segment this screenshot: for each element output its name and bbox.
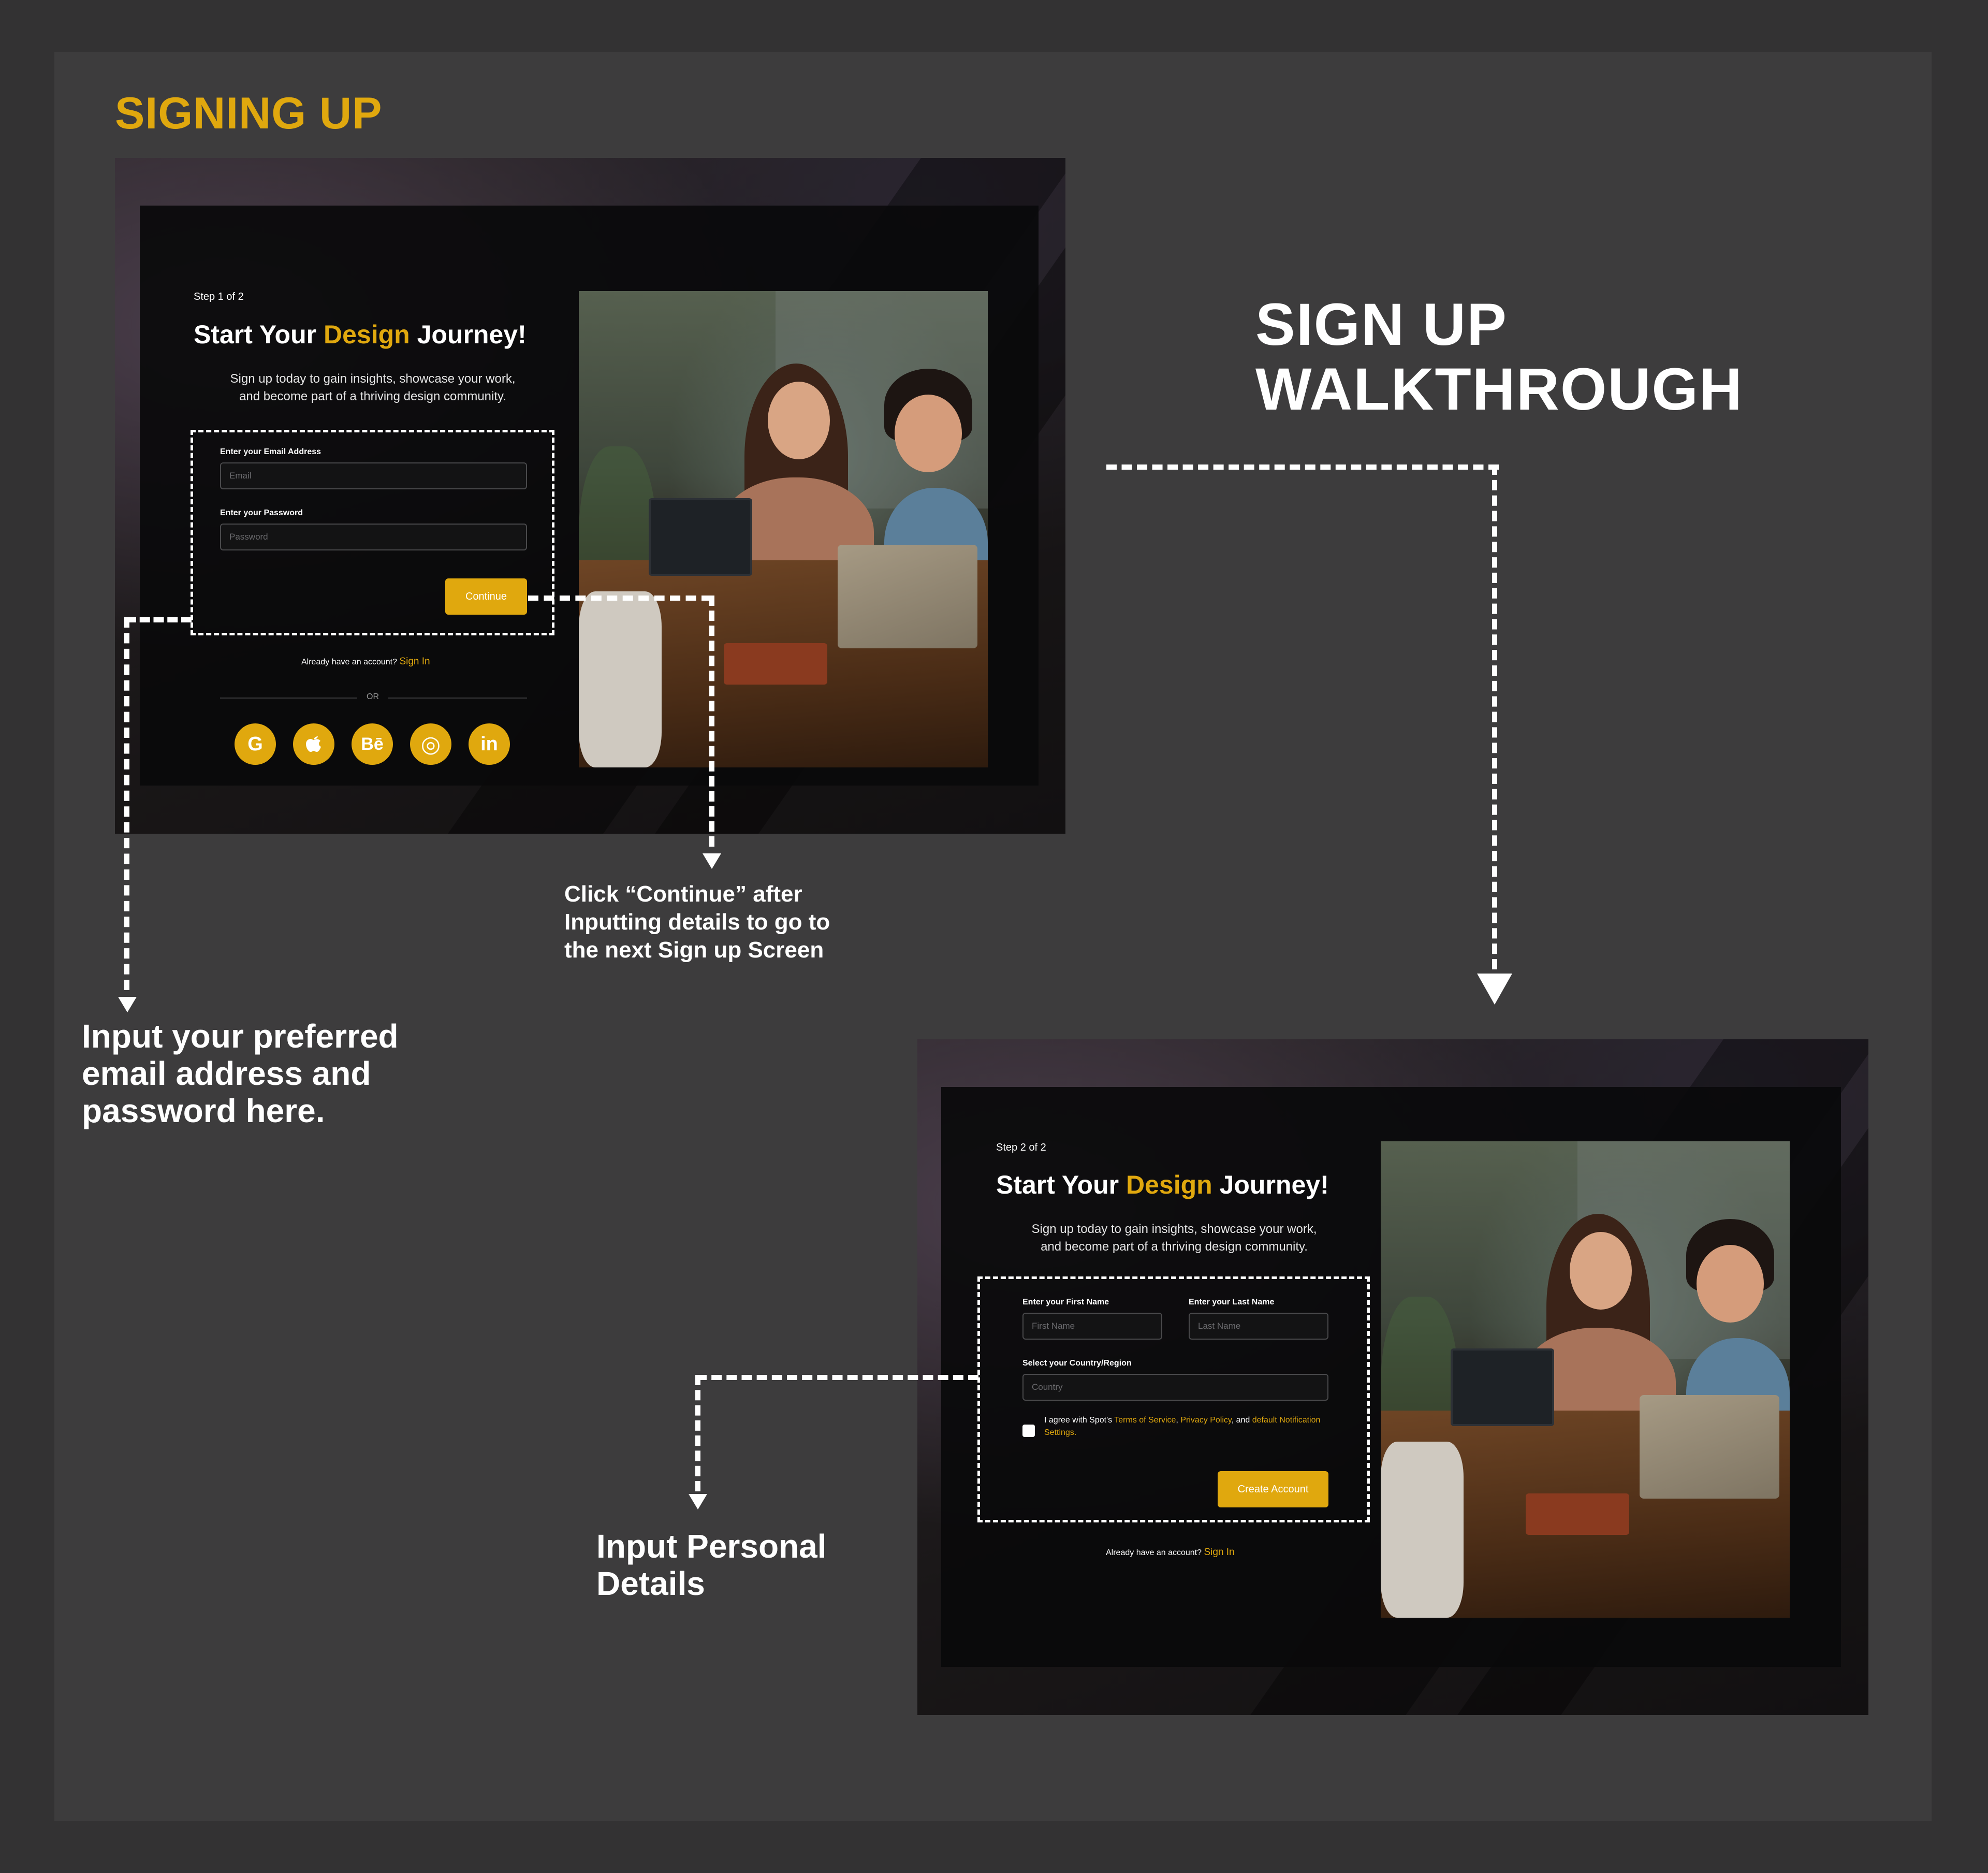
password-input[interactable]: Password — [220, 524, 527, 550]
privacy-link[interactable]: Privacy Policy — [1180, 1416, 1232, 1425]
page-subtitle: Sign up today to gain insights, showcase your work, and become part of a thriving design community. — [1031, 1222, 1317, 1254]
walkthrough-heading-line2: WALKTHROUGH — [1255, 356, 1743, 423]
arrow-down-icon — [118, 997, 137, 1012]
walkthrough-heading — [1255, 293, 1743, 422]
already-have-account: Already have an account? Sign In — [301, 656, 430, 667]
or-divider-left — [220, 698, 357, 699]
or-divider-text: OR — [367, 692, 379, 701]
arrow-down-icon — [703, 853, 721, 869]
step-indicator: Step 1 of 2 — [194, 291, 244, 302]
step-indicator: Step 2 of 2 — [996, 1142, 1046, 1153]
agree-text: I agree with Spot's Terms of Service, Privacy Policy, and default Notification Settings. — [1044, 1416, 1321, 1437]
google-icon[interactable]: G — [235, 723, 276, 765]
email-password-note: Input your preferred email address and password here. — [82, 1018, 399, 1129]
apple-icon[interactable] — [293, 723, 334, 765]
email-input[interactable]: Email — [220, 462, 527, 489]
arrow-down-icon — [689, 1494, 707, 1509]
last-name-label: Enter your Last Name — [1189, 1298, 1275, 1306]
personal-details-highlight — [977, 1276, 1370, 1522]
first-name-label: Enter your First Name — [1022, 1298, 1109, 1306]
page-title: Start Your Design Journey! — [194, 320, 527, 349]
signing-up-heading: SIGNING UP — [115, 89, 383, 138]
personal-details-note: Input Personal Details — [596, 1528, 827, 1602]
page-title: Start Your Design Journey! — [996, 1170, 1329, 1199]
first-name-input[interactable]: First Name — [1022, 1313, 1162, 1340]
arrow-down-icon — [1477, 974, 1512, 1005]
default-link[interactable]: default — [1252, 1416, 1277, 1425]
country-label: Select your Country/Region — [1022, 1359, 1132, 1368]
notification-settings-link[interactable]: Notification Settings. — [1044, 1416, 1321, 1437]
terms-link[interactable]: Terms of Service — [1114, 1416, 1176, 1425]
sign-in-link[interactable]: Sign In — [1204, 1547, 1235, 1558]
continue-note: Click “Continue” after Inputting details to go to the next Sign up Screen — [564, 881, 830, 963]
hero-photo — [1381, 1141, 1790, 1618]
already-have-account: Already have an account? Sign In — [1106, 1547, 1235, 1558]
last-name-input[interactable]: Last Name — [1189, 1313, 1328, 1340]
dribbble-icon[interactable]: ◎ — [410, 723, 451, 765]
email-label: Enter your Email Address — [220, 447, 321, 456]
hero-photo — [579, 291, 988, 767]
continue-button[interactable]: Continue — [445, 578, 527, 615]
email-password-highlight — [191, 430, 554, 635]
page-subtitle: Sign up today to gain insights, showcase your work, and become part of a thriving design community. — [230, 372, 516, 403]
create-account-button[interactable]: Create Account — [1218, 1471, 1328, 1507]
behance-icon[interactable]: Bē — [352, 723, 393, 765]
or-divider-right — [388, 698, 527, 699]
country-select[interactable]: Country — [1022, 1374, 1328, 1401]
sign-in-link[interactable]: Sign In — [399, 656, 430, 667]
walkthrough-heading-line1: SIGN UP — [1255, 292, 1508, 358]
linkedin-icon[interactable]: in — [469, 723, 510, 765]
password-label: Enter your Password — [220, 509, 303, 517]
